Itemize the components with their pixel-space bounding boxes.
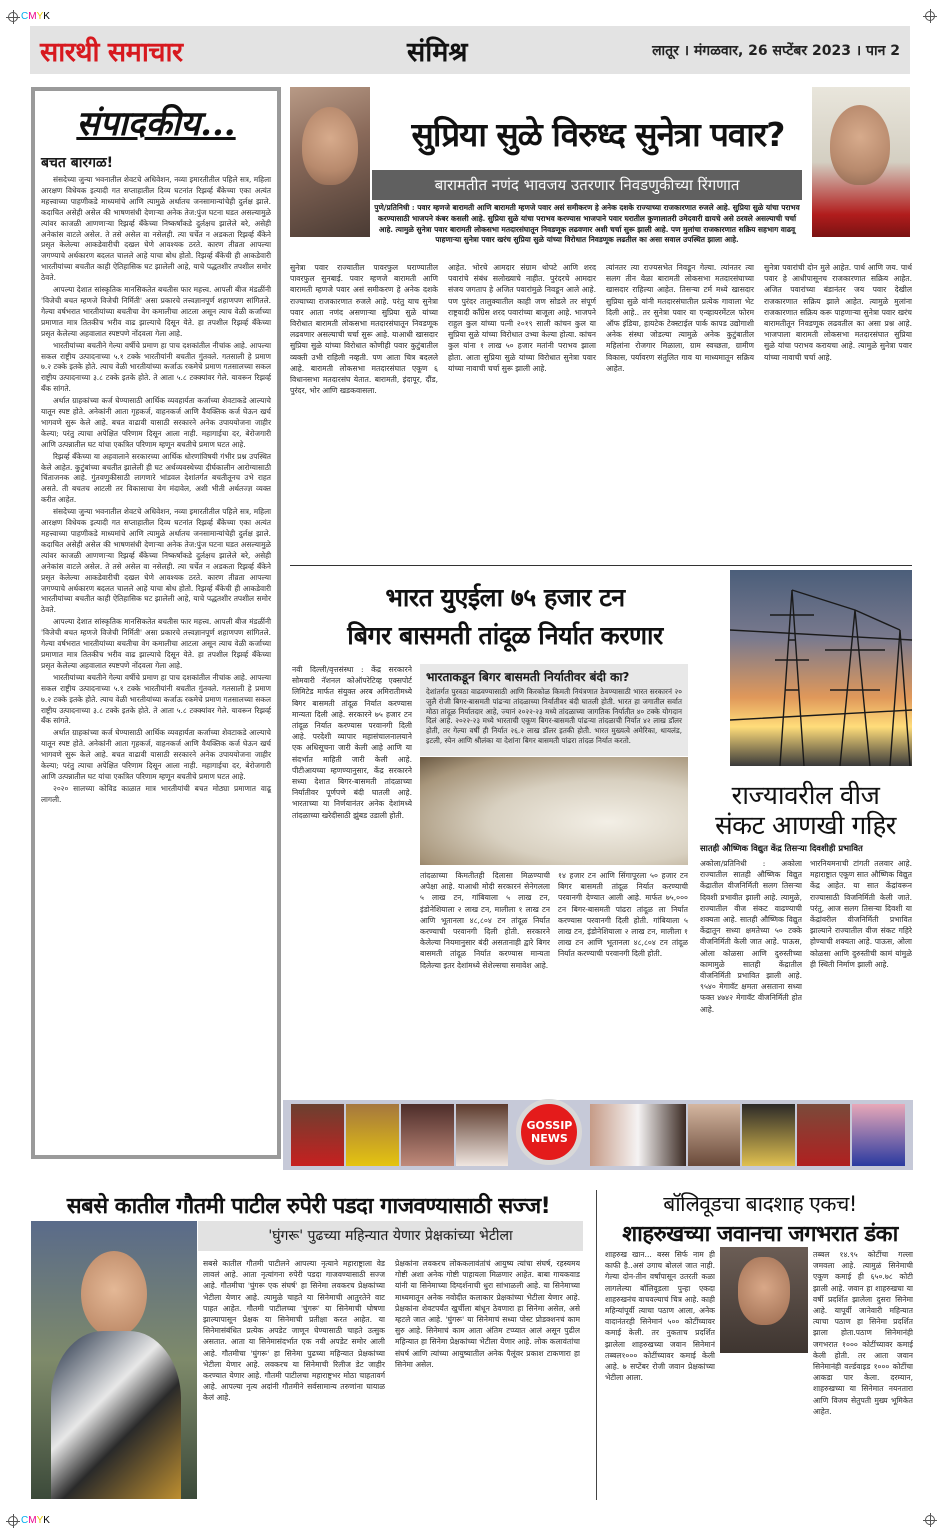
section-divider (290, 565, 912, 566)
srk-column-a: शाहरुख खान... बस्स सिर्फ नाम ही काफी है..असं उगाच बोललं जात नाही. गेल्या दोन-तीन वर्षांपासून उतरती कळा लागलेल्या बॉलिवूडला पुन्हा एकदा शाहरुखनंच वाचवल्याचं चित्र आहे. काही महिन्यांपूर्वी त्याचा पठाण आला, अनेक वादानंतरही सिनेमानं ५०० कोटींच्यावर कमाई केली. तर नुकताच प्रदर्शित झालेला शाहरुखच्या जवान सिनेमानं तब्बल१००० कोटींच्यावर कमाई केली आहे. ७ सप्टेंबर रोजी जवान प्रेक्षकांच्या भेटीला आला. (605, 1250, 715, 1383)
supriya-sule-photo (290, 87, 370, 237)
lead-subheadline: बारामतीत नणंद भावजय उतरणार निवडणुकीच्या रिंगणात (372, 170, 802, 200)
lead-story-body (290, 262, 912, 547)
shah-rukh-khan-photo (720, 1247, 808, 1353)
rice-ban-explainer-box (420, 664, 688, 756)
registration-mark-top-right (925, 11, 935, 21)
gautami-headline: सबसे कातील गौतमी पाटील रुपेरी पडदा गाजवण्यासाठी सज्ज! (66, 1194, 551, 1219)
explainer-title: भारताकडून बिगर बासमती निर्यातीवर बंदी का? (426, 670, 630, 684)
lead-column-4: सुनेत्रा पवारांची दोन मुले आहेत. पार्थ आणि जय. पार्थ पवार हे आधीपासूनच राजकारणात सक्रिय आहेत. अजित पवारांच्या बंडानंतर जय पवार देखील राजकारणात सक्रिय झाले आहेत. त्यामुळे मुलांना राजकारणात सक्रिय करू पाहणाऱ्या सुनेत्रा पवार खरंच बारामतीतून निवडणूक लढवतील का असा प्रश्न आहे. भाजपाला बारामती लोकसभा मतदारसंघात सुप्रिया सुळे यांचा पराभव करायचा आहे. त्यामुळे सुनेत्रा पवार यांच्या नावाची चर्चा आहे. (764, 263, 912, 362)
power-headline-line2: संकट आणखी गहिर (715, 811, 896, 841)
rice-story-left-column: नवी दिल्ली/वृत्तसंस्था : केंद्र सरकारने सोमवारी नॅशनल कोऑपरेटिव्ह एक्सपोर्ट लिमिटेड मार्फत संयुक्त अरब अमिरातीमध्ये बिगर बासमती तांदूळ निर्यात करण्यास मान्यता दिली आहे. सरकारने ७५ हजार टन तांदूळ निर्यात करण्यास परवानगी दिली आहे. परदेशी व्यापार महासंचालनालयाने एक अधिसूचना जारी केली आहे आणि या संदर्भात माहिती जारी केली आहे. पीटीआयच्या म्हणण्यानुसार, केंद्र सरकारने सध्या देशात बिगर-बासमती तांदळाच्या निर्यातीवर पूर्णपणे बंदी घातली आहे. भारताच्या या निर्णयानंतर अनेक देशांमध्ये तांदळाच्या खरेदीसाठी झुंबड उडाली होती. (292, 665, 412, 820)
editorial-column (31, 87, 281, 1159)
celebrity-photo (742, 1104, 795, 1166)
celebrity-photo (456, 1104, 509, 1166)
rice-story-mid-column-b: १४ हजार टन आणि सिंगापूरला ५० हजार टन बिगर बासमती तांदूळ निर्यात करण्याची परवानगी देण्यात आली आहे. मार्फत ७५,००० टन बिगर-बासमती पांढरा तांदूळ ला निर्यात करण्यास परवानगी दिली होती. गांबियाला ५ लाख टन, इंडोनेशियाला २ लाख टन, मालीला १ लाख टन आणि भूतानला ४८,८०४ टन तांदूळ निर्यात करण्याची परवानगी दिली होती. (558, 871, 688, 959)
celebrity-photo (401, 1104, 454, 1166)
lead-column-2: आहेत. भोरचे आमदार संग्राम थोपटे आणि शरद पवारांचे संबंध सलोख्याचे नाहीत. पुरंदरचे आमदार संजय जगताप हे अजित पवारांमुळे निवडून आले आहे. पण पुरंदर तालुक्यातील काही जण सोडले तर संपूर्ण राष्ट्रवादी काँग्रेस शरद पवारांच्या बाजूला आहे. भाजपने राहुल कुल यांच्या पत्नी २०१९ साली कांचन कुल या सुप्रिया सुळे यांच्या विरोधात उभ्या केल्या होत्या. कांचन कुल यांना १ लाख ५० हजार मतांनी पराभव झाला होता. आता सुप्रिया सुळे यांच्या विरोधात सुनेत्रा पवार यांच्या नावाची चर्चा सुरू झाली आहे. (448, 263, 596, 373)
gautami-column-a: सबसे कातील गौतमी पाटीलने आपल्या नृत्याने महाराष्ट्राला वेड लावलं आहे. आता नृत्यांगना रुपेरी पडदा गाजवण्यासाठी सज्ज आहे. गौतमीचा 'घुंगरू एक संघर्ष' हा सिनेमा लवकरच प्रेक्षकांच्या भेटीला येणार आहे. त्यामुळे चाहते या सिनेमाची आतुरतेने वाट पाहत आहेत. गौतमी पाटीलच्या 'घुंगरू' या सिनेमाची घोषणा झाल्यापासून प्रेक्षक या सिनेमाची प्रतीक्षा करत आहेत. या सिनेमासंबंधित प्रत्येक अपडेट जाणून घेण्यासाठी चाहते उत्सुक असतात. आता या सिनेमासंदर्भात एक नवी अपडेट समोर आली आहे. गौतमीचा 'घुंगरू' हा सिनेमा पुढच्या महिन्यात प्रेक्षकांच्या भेटीला येणार आहे. लवकरच या सिनेमाची रिलीज डेट जाहीर करण्यात येणार आहे. गौतमी पाटीलचा महाराष्ट्रभर मोठा चाहतावर्ग आहे. आपल्या नृत्य अदांनी गौतमीने सर्वसामान्य तरुणांना घायाळ केलं आहे. (203, 1259, 385, 1403)
whispering-women-photo (590, 1104, 685, 1166)
crosshair-icon (8, 1516, 18, 1526)
page-section-title: संमिश्र (407, 36, 468, 68)
crosshair-icon (8, 12, 18, 22)
gautami-patil-photo (31, 1221, 197, 1499)
power-transmission-tower-photo (730, 570, 912, 766)
dateline: लातूर । मंगळवार, 26 सप्टेंबर 2023 । पान 2 (652, 42, 900, 59)
gossip-news-banner (283, 1100, 913, 1170)
column-divider (596, 1190, 597, 1500)
power-column-b: भारनियमनाची टांगती तलवार आहे. महाराष्ट्रात एकूण सात औष्णिक विद्युत केंद्र आहेत. या सात केंद्रांवरून राज्यासाठी विजनिर्मिती केली जाते. परंतु, आज सलग तिसऱ्या दिवशी या केंद्रांवरील वीजनिर्मिती प्रभावित झाल्याने राज्यातील वीज संकट गहिरे होण्याची शक्यता आहे. पाऊस, ओला कोळसा आणि दुरुस्तीची कामं यांमुळे ही स्थिती निर्माण झाली आहे. (810, 859, 912, 969)
newspaper-brand: सारथी समाचार (40, 36, 183, 68)
celebrity-photo (852, 1104, 905, 1166)
sunetra-pawar-photo (812, 87, 910, 237)
crosshair-icon (925, 11, 935, 21)
registration-mark-top-left (8, 11, 50, 22)
power-headline-line1: राज्यावरील वीज (731, 781, 880, 811)
srk-headline: शाहरुखच्या जवानचा जगभरात डंका (622, 1222, 898, 1247)
celebrity-photo (797, 1104, 850, 1166)
registration-mark-bottom-left (8, 1515, 50, 1526)
gossip-news-badge: GOSSIP NEWS (516, 1099, 582, 1165)
crosshair-icon (925, 1515, 935, 1525)
gautami-column-b: प्रेक्षकांना लवकरच लोककलावंतांचं आयुष्य त्यांचा संघर्ष, रहस्यमय गोष्टी अशा अनेक गोष्टी पाहायला मिळणार आहेत. बाबा गायकवाड यांनी या सिनेमाच्या दिग्दर्शनाची धुरा सांभाळली आहे. या सिनेमाच्या माध्यमातून अनेक नवोदीत कलाकार प्रेक्षकांच्या भेटीला येणार आहे. प्रेक्षकांना शेवटपर्यंत खुर्चीला बांधून ठेवणारा हा सिनेमा असेल, असे म्हटले जात आहे. 'घुंगरू' या सिनेमाचं सध्या पोस्ट प्रोडक्शनचं काम सुरु आहे. सिनेमाचं काम आता अंतिम टप्प्यात आलं असून पुढील महिन्यात हा सिनेमा प्रेक्षकांच्या भेटीला येणार आहे. लोक कलावंतांचा संघर्ष आणि त्यांच्या आयुष्यातील अनेक पैलूंवर प्रकाश टाकणारा हा सिनेमा असेल. (395, 1259, 580, 1369)
registration-mark-bottom-right (925, 1515, 935, 1525)
masthead (30, 26, 910, 74)
power-subheadline: सातही औष्णिक विद्युत केंद्र तिसऱ्या दिवशीही प्रभावित (700, 843, 863, 853)
cmyk-label: CMYK (21, 11, 50, 22)
editorial-label: संपादकीय... (76, 104, 236, 144)
rice-sack-photo (420, 757, 688, 865)
rice-headline-line2: बिगर बासमती तांदूळ निर्यात करणार (347, 621, 663, 650)
power-column-a: अकोला/प्रतिनिधी : अकोला राज्यातील सातही औष्णिक विद्युत केंद्रातील वीजनिर्मिती सलग तिसऱ्या दिवशी प्रभावीत झाली आहे. त्यामुळे, राज्यातील वीज संकट वाढण्याची शक्यता आहे. सातही औष्णिक विद्युत केंद्रातून सध्या क्षमतेच्या ५० टक्के वीजनिर्मिती केली जात आहे. पाऊस, ओला कोळसा आणि दुरुस्तीच्या कामामुळे सातही केंद्रातील वीजनिर्मिती प्रभावित झाली आहे. ९५४० मेगावॅट क्षमता असताना सध्या फक्त ४७४२ मेगावॅट वीजनिर्मिती होत आहे. (700, 859, 802, 1014)
celebrity-photo (688, 1104, 741, 1166)
editorial-headline: बचत बारगळ! (41, 155, 113, 171)
srk-kicker: बॉलिवूडचा बादशाह एकच! (663, 1192, 857, 1216)
lead-intro: पुणे/प्रतिनिधी : पवार म्हणजे बारामती आणि बारामती म्हणजे पवार असं समीकरण हे अनेक दशके राज्याच्या राजकारणात रुजले आहे. सुप्रिया सुळे यांचा पराभव करण्यासाठी भाजपने कंबर कसली आहे. सुप्रिया सुळे यांचा पराभव करण्यास भाजपाने पवार घरातील कुणालातरी उमेदवारी द्यायचे असे ठरवले असल्याची चर्चा आहे. त्यामुळे सुनेत्रा पवार बारामती लोकसभा मतदारसंघातून निवडणूक लढवणार अशी चर्चा सुरू झाली आहे. पण मुलांचा राजकारणात सक्रिय सहभाग वाढवू पाहणाऱ्या सुनेत्रा पवार खरंच सुप्रिया सुळे यांच्या विरोधात निवडणूक लढतील का असा सवाल उपस्थित झाला आहे. (374, 203, 800, 245)
explainer-body: देशांतर्गत पुरवठा वाढवण्यासाठी आणि किरकोळ किमती नियंत्रणात ठेवण्यासाठी भारत सरकारनं २० जुलै रोजी बिगर-बासमती पांढऱ्या तांदळाच्या निर्यातीवर बंदी घातली होती. भारत हा जगातील सर्वात मोठा तांदूळ निर्यातदार आहे, ज्यानं २०२२-२३ मध्ये तांदळाच्या जागतिक निर्यातीत ४० टक्के योगदान दिलं आहे. २०२२-२३ मध्ये भारताची एकूण बिगर-बासमती पांढऱ्या तांदळाची निर्यात ४२ लाख डॉलर होती, तर गेल्या वर्षी ही निर्यात २६.२ लाख डॉलर इतकी होती. भारत मुख्यत्वे अमेरिका, थायलंड, इटली, स्पेन आणि श्रीलंका या देशांना बिगर बासमती पांढरा तांदळ निर्यात करतो. (426, 687, 682, 745)
cmyk-label: CMYK (21, 1515, 50, 1526)
rice-story-mid-column-a: तांदळाच्या किमतीतही दिलासा मिळण्याची अपेक्षा आहे. याआधी मोदी सरकारनं सेनेगलला ५ लाख टन, गांबियाला ५ लाख टन, इंडोनेशियाला २ लाख टन, मालीला १ लाख टन आणि भूतानला ४८,८०४ टन तांदूळ निर्यात करण्याची परवानगी दिली होती. सरकारने केलेल्या नियमानुसार बंदी असतानाही द्वारे बिगर बासमती तांदूळ निर्यात करण्यास मान्यता दिलेल्या इतर देशांमध्ये सेशेल्सचा समावेश आहे. (420, 871, 550, 970)
srk-column-b: तब्बल १४.९५ कोटींचा गल्ला जमवला आहे. त्यामुळं सिनेमाची एकूण कमाई ही ६५०.७८ कोटी झाली आहे. जवान हा शाहरुखचा या वर्षी प्रदर्शित झालेला दुसरा सिनेमा आहे. यापूर्वी जानेवारी महिन्यात त्याचा पठाण हा सिनेमा प्रदर्शित झाला होता.पठाण सिनेमानंही जगभरात १००० कोटींच्यावर कमाई केली होती. तर आता जवान सिनेमानंही वर्ल्डवाइड १००० कोटींचा आकडा पार केला. दरम्यान, शाहरुखच्या या सिनेमात नयनतारा आणि विजय सेतुपती मुख्य भूमिकेत आहेत. (813, 1250, 913, 1416)
lead-column-1: सुनेत्रा पवार राज्यातील पावरफुल घराण्यातील पावरफुल सुनबाई. पवार म्हणजे बारामती आणि बारामती म्हणजे पवार असं समीकरण हे अनेक दशके राज्याच्या राजकारणात रुजले आहे. परंतु याच सुनेत्रा पवार आता नणंद असणाऱ्या सुप्रिया सुळे यांच्या विरोधात बारामती लोकसभा मतदारसंघातून निवडणूक लढवणार असल्याची चर्चा सुरू आहे. याआधी खासदार सुप्रिया सुळे यांच्या विरोधात कोणीही पवार कुटुंबातील व्यक्ती उभी राहिली नव्हती. पण आता चित्र बदलले आहे. बारामती लोकसभा मतदारसंघात एकूण ६ विधानसभा मतदारसंघ येतात. बारामती, इंदापूर, दौंड, पुरंदर, भोर आणि खडकवासला. (290, 263, 438, 396)
lead-headline: सुप्रिया सुळे विरुध्द सुनेत्रा पवार? (411, 115, 785, 154)
gautami-subheadline: 'घुंगरू' पुढच्या महिन्यात येणार प्रेक्षकांच्या भेटीला (198, 1221, 583, 1251)
editorial-body: संसदेच्या जुन्या भवनातील शेवटचे अधिवेशन, नव्या इमारतीतील पहिले सत्र, महिला आरक्षण विधेयक इत्यादी गत सप्ताहातील दिव्य घटनांत रिझर्व्ह बँकेच्या एका अत्यंत महत्त्वाच्या पाहणीकडे माध्यमांचे आणि त्यामुळे अर्थातच जनसामान्यांचेही दुर्लक्ष झाले. कदाचित असेही असेल की भाषणसंधी देणाऱ्या अनेक तेज:पुंज घटना घडत असल्यामुळे त्यांवर काजळी आणणाऱ्या रिझर्व्ह बँकेच्या निष्कर्षांकडे दुर्लक्षच झालेले बरे, असेही अनेकांस वाटले असेल. ते तसे असेल वा नसेलही. त्या चर्चेत न अडकता रिझर्व्ह बँकेने प्रसृत केलेल्या आकडेवारीची दखल घेणे आवश्यक ठरते. कारण तीव्रता आपल्या जगण्याचे अर्थकारण बदलत चालले आहे याचा बोध होतो. रिझर्व्ह बँकेची ही आकडेवारी भारतीयांच्या बचतीत काही ऐतिहासिक घट झालेली आहे, याचे पद्धतशीर तपशील समोर ठेवते. आपल्या देशात सांस्कृतिक मानसिकतेत बचतीस फार महत्त्व. आपली बीज मंडळींनी 'विजेची बचत म्हणजे विजेची निर्मिती' असा प्रकारचे तत्त्वज्ञानपूर्ण शहाणपण सांगितले. गेल्या वर्षभरात भारतीयांच्या बचतीचा वेग कमालीचा आटला असून त्याच वेळी कर्जाच्या प्रमाणात मात्र तितकीच भरीव वाढ झाल्याचे दिसून येते. हा तपशील रिझर्व्ह बँकेच्या प्रसृत केलेल्या अहवालात स्पष्टपणे नोंदवला गेला आहे. भारतीयांच्या बचतीने गेल्या वर्षीचे प्रमाण हा पाच दशकांतील नीचांक आहे. आपल्या सकल राष्ट्रीय उत्पादनाच्या ५.१ टक्के भारतीयांनी बचतीत गुंतवले. गतसाली हे प्रमाण ७.२ टक्के इतके होते. त्याच वेळी भारतीयांच्या कर्जाऊ रकमेचे प्रमाण गतसालच्या सकल राष्ट्रीय उत्पादनाच्या ३.८ टक्के इतके होते. ते आता ५.८ टक्क्यांवर गेले. यावरून रिझर्व्ह बँक सांगते. अर्थात ग्राहकांच्या कर्ज घेण्यासाठी आर्थिक व्यवहार्यता कर्जाच्या शेवटाकडे आल्याचे यातून स्पष्ट होते. अनेकांनी आता गृहकर्ज, वाहनकर्ज आणि वैयक्तिक कर्ज घेऊन खर्च भागवणे सुरू केले आहे. बचत वाढावी यासाठी सरकारने अनेक उपाययोजना जाहीर केल्या; परंतु त्याचा अपेक्षित परिणाम दिसून आला नाही. महागाईचा दर, बेरोजगारी आणि उत्पन्नातील घट यांचा एकत्रित परिणाम म्हणून बचतीचे प्रमाण घटत आहे. रिझर्व्ह बँकेच्या या अहवालाने सरकारच्या आर्थिक धोरणांविषयी गंभीर प्रश्न उपस्थित केले आहेत. कुटुंबांच्या बचतीत झालेली ही घट अर्थव्यवस्थेच्या दीर्घकालीन आरोग्यासाठी चिंताजनक आहे. गुंतवणुकीसाठी लागणारे भांडवल देशांतर्गत बचतीतूनच उभे राहत असते. ती बचतच आटली तर विकासाचा वेग मंदावेल, अशी भीती अर्थतज्ज्ञ व्यक्त करीत आहेत. संसदेच्या जुन्या भवनातील शेवटचे अधिवेशन, नव्या इमारतीतील पहिले सत्र, महिला आरक्षण विधेयक इत्यादी गत सप्ताहातील दिव्य घटनांत रिझर्व्ह बँकेच्या एका अत्यंत महत्त्वाच्या पाहणीकडे माध्यमांचे आणि त्यामुळे अर्थातच जनसामान्यांचेही दुर्लक्ष झाले. कदाचित असेही असेल की भाषणसंधी देणाऱ्या अनेक तेज:पुंज घटना घडत असल्यामुळे त्यांवर काजळी आणणाऱ्या रिझर्व्ह बँकेच्या निष्कर्षांकडे दुर्लक्षच झालेले बरे, असेही अनेकांस वाटले असेल. ते तसे असेल वा नसेलही. त्या चर्चेत न अडकता रिझर्व्ह बँकेने प्रसृत केलेल्या आकडेवारीची दखल घेणे आवश्यक ठरते. कारण तीव्रता आपल्या जगण्याचे अर्थकारण बदलत चालले आहे याचा बोध होतो. रिझर्व्ह बँकेची ही आकडेवारी भारतीयांच्या बचतीत काही ऐतिहासिक घट झालेली आहे, याचे पद्धतशीर तपशील समोर ठेवते. आपल्या देशात सांस्कृतिक मानसिकतेत बचतीस फार महत्त्व. आपली बीज मंडळींनी 'विजेची बचत म्हणजे विजेची निर्मिती' असा प्रकारचे तत्त्वज्ञानपूर्ण शहाणपण सांगितले. गेल्या वर्षभरात भारतीयांच्या बचतीचा वेग कमालीचा आटला असून त्याच वेळी कर्जाच्या प्रमाणात मात्र तितकीच भरीव वाढ झाल्याचे दिसून येते. हा तपशील रिझर्व्ह बँकेच्या प्रसृत केलेल्या अहवालात स्पष्टपणे नोंदवला गेला आहे. भारतीयांच्या बचतीने गेल्या वर्षीचे प्रमाण हा पाच दशकांतील नीचांक आहे. आपल्या सकल राष्ट्रीय उत्पादनाच्या ५.१ टक्के भारतीयांनी बचतीत गुंतवले. गतसाली हे प्रमाण ७.२ टक्के इतके होते. त्याच वेळी भारतीयांच्या कर्जाऊ रकमेचे प्रमाण गतसालच्या सकल राष्ट्रीय उत्पादनाच्या ३.८ टक्के इतके होते. ते आता ५.८ टक्क्यांवर गेले. यावरून रिझर्व्ह बँक सांगते. अर्थात ग्राहकांच्या कर्ज घेण्यासाठी आर्थिक व्यवहार्यता कर्जाच्या शेवटाकडे आल्याचे यातून स्पष्ट होते. अनेकांनी आता गृहकर्ज, वाहनकर्ज आणि वैयक्तिक कर्ज घेऊन खर्च भागवणे सुरू केले आहे. बचत वाढावी यासाठी सरकारने अनेक उपाययोजना जाहीर केल्या; परंतु त्याचा अपेक्षित परिणाम दिसून आला नाही. महागाईचा दर, बेरोजगारी आणि उत्पन्नातील घट यांचा एकत्रित परिणाम म्हणून बचतीचे प्रमाण घटत आहे. २०२० सालच्या कोविड काळात मात्र भारतीयांची बचत मोठ्या प्रमाणात वाढू लागली. (41, 175, 271, 804)
celebrity-photo (346, 1104, 399, 1166)
lead-column-3: त्यांनतर त्या राज्यसभेत निवडून गेल्या. त्यांनतर त्या सलग तीन वेळा बारामती लोकसभा मतदारसंघाच्या खासदार राहिल्या आहेत. तिसऱ्या टर्म मध्ये खासदार सुप्रिया सुळे यांनी मतदारसंघातील प्रत्येक गावाला भेट दिली आहे.. तर सुनेत्रा पवार या एन्व्हायरमेंटल फोरम ऑफ इंडिया, हायटेक टेक्स्टाईल पार्क कापड उद्योगाशी अनेक संस्था जोडल्या त्यामुळे अनेक कुटुंबातील महिलांना रोजगार मिळाला, ग्राम स्वच्छता, ग्रामीण विकास, पर्यावरण संतुलित गाव या माध्यमातून सक्रिय आहेत. (606, 263, 754, 373)
rice-headline-line1: भारत युएईला ७५ हजार टन (385, 583, 625, 612)
celebrity-photo (291, 1104, 344, 1166)
